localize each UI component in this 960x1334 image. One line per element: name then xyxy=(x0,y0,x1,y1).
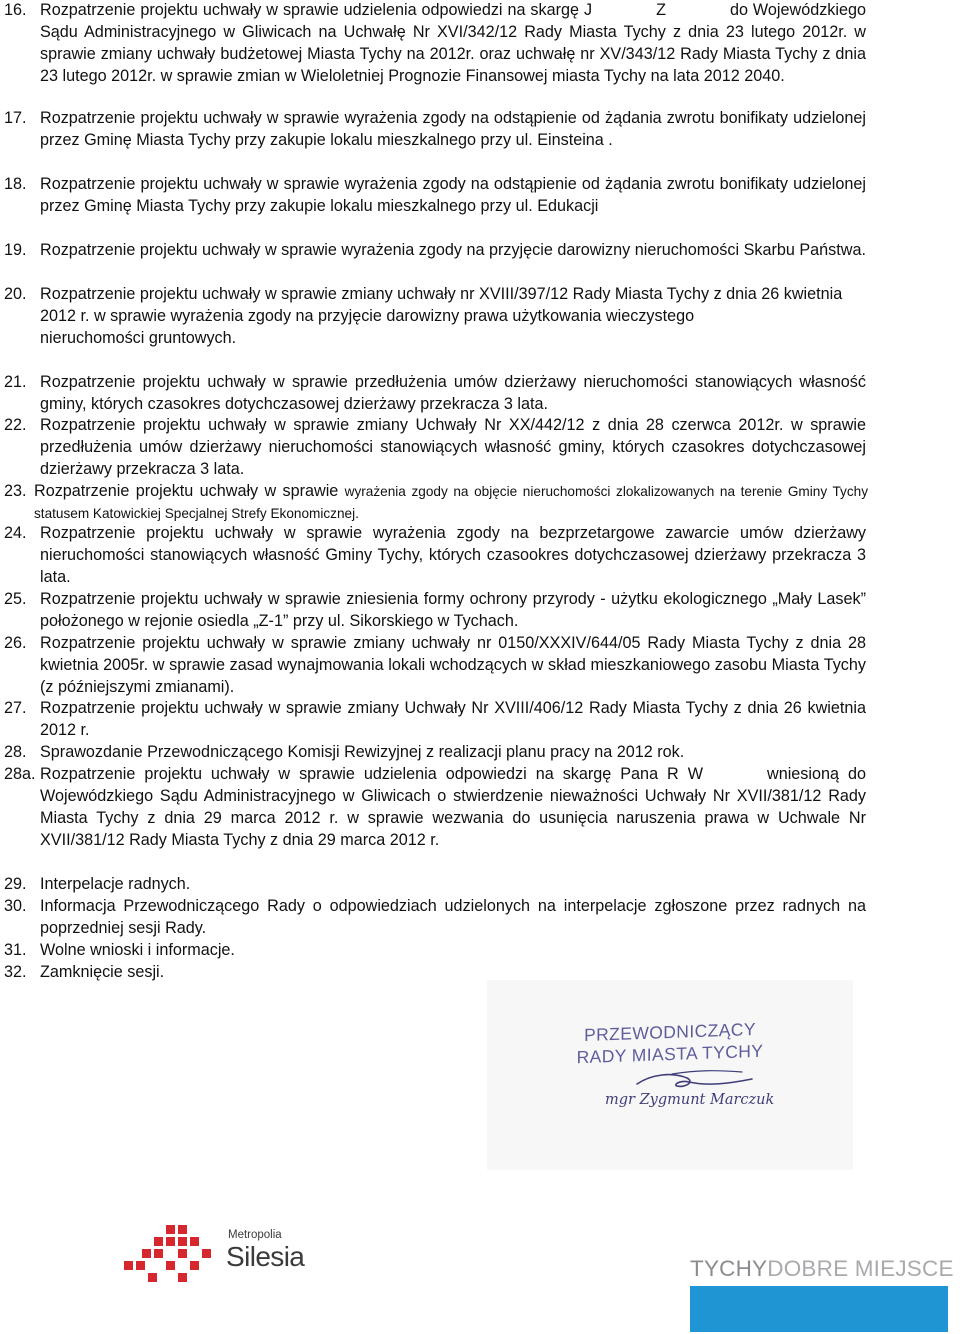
item-text: Rozpatrzenie projektu uchwały w sprawie udzielenia odpowiedzi na skargę Pana R W wniesioną do Wojewódzkiego Sądu Administracyjnego w Gliwicach o stwierdzenie nieważności Uchwały Nr XVII/381/12 Rady Miasta Tychy z dnia 29 marca 2012 r. w sprawie wezwania do usunięcia naruszenia prawa w Uchwale Nr XVII/381/12 Rady Miasta Tychy z dnia 29 marca 2012 r. xyxy=(40,765,866,849)
agenda-item-26 xyxy=(4,633,866,699)
agenda-item-27 xyxy=(4,698,866,742)
item-text: Interpelacje radnych. xyxy=(40,875,191,893)
item-text: Rozpatrzenie projektu uchwały w sprawie wyrażenia zgody na odstąpienie od żądania zwrotu bonifikaty udzielonej przez Gminę Miasta Tychy przy zakupie lokalu mieszkalnego przy ul. Edukacji xyxy=(40,175,866,215)
agenda-item-17 xyxy=(4,108,866,152)
item-number: 30. xyxy=(4,897,27,915)
item-number: 28a. xyxy=(4,765,36,783)
item-number: 29. xyxy=(4,875,27,893)
item-number: 22. xyxy=(4,416,27,434)
agenda-item-20 xyxy=(4,284,866,350)
signature-stamp xyxy=(487,980,853,1170)
signed-name: mgr Zygmunt Marczuk xyxy=(605,1092,775,1108)
item-number: 28. xyxy=(4,743,27,761)
agenda-item-31 xyxy=(4,940,866,962)
item-number: 23. xyxy=(4,482,27,500)
tychy-dobre-miejsce-logo xyxy=(690,1256,952,1334)
agenda-item-24 xyxy=(4,523,866,589)
agenda-item-22 xyxy=(4,415,866,481)
item-text: Rozpatrzenie projektu uchwały w sprawie zmiany Uchwały Nr XX/442/12 z dnia 28 czerwca 2012r. w sprawie przedłużenia umów dzierżawy nieruchomości stanowiących własność gminy, których czasokres dotychczasowej dzierżawy przekracza 3 lata. xyxy=(40,416,866,478)
item-text: Rozpatrzenie projektu uchwały w sprawie zniesienia formy ochrony przyrody - użytku ekologicznego „Mały Lasek” położonego w rejonie osiedla „Z-1” przy ul. Sikorskiego w Tychach. xyxy=(40,590,866,630)
item-number: 27. xyxy=(4,699,27,717)
item-number: 24. xyxy=(4,524,27,542)
agenda-item-25 xyxy=(4,589,866,633)
agenda-item-29 xyxy=(4,874,866,896)
agenda-item-23 xyxy=(4,481,868,525)
agenda-item-30 xyxy=(4,896,866,940)
item-number: 18. xyxy=(4,175,27,193)
tychy-slogan: TYCHYDOBRE MIEJSCE xyxy=(690,1256,954,1281)
silesia-mark-icon xyxy=(122,1223,222,1285)
agenda-item-21 xyxy=(4,372,866,416)
item-number: 16. xyxy=(4,1,27,19)
agenda-item-19 xyxy=(4,240,866,262)
item-text: Rozpatrzenie projektu uchwały w sprawie udzielenia odpowiedzi na skargę J Z do Wojewódzkiego Sądu Administracyjnego w Gliwicach na Uchwałę Nr XVI/342/12 Rady Miasta Tychy z dnia 23 lutego 2012r. w sprawie zmiany uchwały budżetowej Miasta Tychy na 2012r. oraz uchwałę nr XV/343/12 Rady Miasta Tychy z dnia 23 lutego 2012r. w sprawie zmian w Wieloletniej Prognozie Finansowej miasta Tychy na lata 2012 2040. xyxy=(40,1,867,85)
item-text: Rozpatrzenie projektu uchwały w sprawie zmiany Uchwały Nr XVIII/406/12 Rady Miasta Tychy z dnia 26 kwietnia 2012 r. xyxy=(40,699,866,739)
item-text: Zamknięcie sesji. xyxy=(40,963,165,981)
item-number: 17. xyxy=(4,109,27,127)
item-text: Rozpatrzenie projektu uchwały w sprawie zmiany uchwały nr 0150/XXXIV/644/05 Rady Miasta Tychy z dnia 28 kwietnia 2005r. w sprawie zasad wynajmowania lokali wchodzących w skład mieszkaniowego zasobu Miasta Tychy (z późniejszymi zmianami). xyxy=(40,634,866,696)
metropolia-silesia-logo xyxy=(122,1223,322,1285)
item-text: Informacja Przewodniczącego Rady o odpowiedziach udzielonych na interpelacje zgłoszone przez radnych na poprzedniej sesji Rady. xyxy=(40,897,866,937)
item-number: 31. xyxy=(4,941,27,959)
item-text: Rozpatrzenie projektu uchwały w sprawie zmiany uchwały nr XVIII/397/12 Rady Miasta Tychy z dnia 26 kwietnia 2012 r. w sprawie wyrażenia zgody na przyjęcie darowizny prawa użytkowania wieczystego nieruchomości gruntowych. xyxy=(40,285,843,347)
agenda-item-18 xyxy=(4,174,866,218)
agenda-item-28a xyxy=(4,764,866,852)
item-text: Rozpatrzenie projektu uchwały w sprawie wyrażenia zgody na bezprzetargowe zawarcie umów dzierżawy nieruchomości stanowiących własność Gminy Tychy, których czasookres dotychczasowej dzierżawy przekracza 3 lata. xyxy=(40,524,866,586)
item-number: 32. xyxy=(4,963,27,981)
stamp-council: RADY MIASTA TYCHY xyxy=(576,1040,764,1068)
item-number: 21. xyxy=(4,373,27,391)
tychy-blue-bar xyxy=(690,1286,948,1332)
silesia-label: Silesia xyxy=(226,1241,305,1272)
item-text: Rozpatrzenie projektu uchwały w sprawie przedłużenia umów dzierżawy nieruchomości stanowiących własność gminy, których czasokres dotychczasowej dzierżawy przekracza 3 lata. xyxy=(40,373,866,413)
agenda-item-16 xyxy=(4,0,866,88)
item-text: Sprawozdanie Przewodniczącego Komisji Rewizyjnej z realizacji planu pracy na 2012 rok. xyxy=(40,743,685,761)
item-number: 26. xyxy=(4,634,27,652)
item-text: Rozpatrzenie projektu uchwały w sprawie wyrażenia zgody na objęcie nieruchomości zlokalizowanych na terenie Gminy Tychy statusem Katowickiej Specjalnej Strefy Ekonomicznej. xyxy=(34,482,868,521)
metropolia-label: Metropolia xyxy=(228,1229,282,1241)
stamp-title: PRZEWODNICZĄCY xyxy=(584,1018,756,1046)
item-number: 19. xyxy=(4,241,27,259)
item-number: 20. xyxy=(4,285,27,303)
agenda-item-28 xyxy=(4,742,866,764)
item-text: Wolne wnioski i informacje. xyxy=(40,941,235,959)
item-number: 25. xyxy=(4,590,27,608)
item-text: Rozpatrzenie projektu uchwały w sprawie wyrażenia zgody na odstąpienie od żądania zwrotu bonifikaty udzielonej przez Gminę Miasta Tychy przy zakupie lokalu mieszkalnego przy ul. Einsteina . xyxy=(40,109,866,149)
item-text: Rozpatrzenie projektu uchwały w sprawie wyrażenia zgody na przyjęcie darowizny nieruchomości Skarbu Państwa. xyxy=(40,241,866,259)
